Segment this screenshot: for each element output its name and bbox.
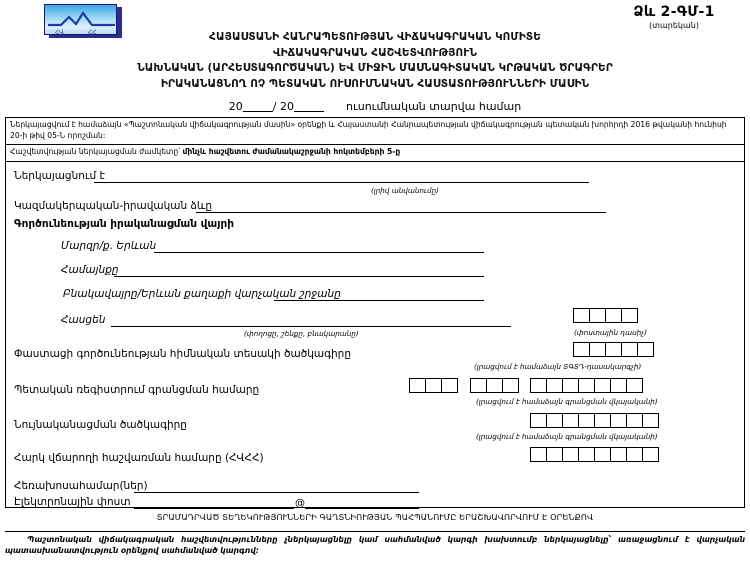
- year-suffix-label: ուսումնական տարվա համար: [345, 100, 522, 113]
- state-reg-cell[interactable]: [546, 378, 563, 393]
- state-reg-cell[interactable]: [502, 378, 519, 393]
- logo-label-right: ՀՀ: [88, 29, 97, 36]
- year-separator: / 20: [272, 100, 294, 113]
- community-label: Համայնքը: [61, 264, 119, 276]
- identification-code-cells[interactable]: [530, 413, 659, 428]
- settlement-label: Բնակավայրը/Երևան քաղաքի վարչական շրջանը: [63, 288, 341, 300]
- taxpayer-number-cell[interactable]: [530, 447, 547, 462]
- taxpayer-number-cell[interactable]: [546, 447, 563, 462]
- state-reg-cell[interactable]: [578, 378, 595, 393]
- form-body: [5, 161, 745, 508]
- email-user-input[interactable]: [134, 508, 294, 509]
- settlement-input[interactable]: [274, 300, 484, 301]
- state-reg-cell[interactable]: [530, 378, 547, 393]
- state-reg-cell[interactable]: [425, 378, 442, 393]
- form-number: Ձև 2-ԳՄ-1: [633, 4, 715, 20]
- title-line-1: ՀԱՅԱՍՏԱՆԻ ՀԱՆՐԱՊԵՏՈՒԹՅԱՆ ՎԻՃԱԿԱԳՐԱԿԱՆ ԿՈՄԻՏԵ: [209, 31, 541, 43]
- notice-legal-basis: Ներկայացվում է համաձայն «Պաշտոնական վիճակագրության մասին» օրենքի և Հայաստանի Հանրապետության վիճակագրության պետական խորհրդի 2016 թվականի հունիսի 20-ի թիվ 05-Ն որոշման:: [10, 120, 727, 140]
- page-title: [0, 30, 750, 92]
- state-reg-cell[interactable]: [562, 378, 579, 393]
- taxpayer-number-cell[interactable]: [642, 447, 659, 462]
- identification-code-cell[interactable]: [546, 413, 563, 428]
- activity-code-cell[interactable]: [637, 342, 654, 357]
- state-reg-number-hint: (լրացվում է համաձայն գրանցման վկայականի): [476, 397, 658, 406]
- taxpayer-number-label: Հարկ վճարողի հաշվառման համարը (ՀՎՀՀ): [14, 452, 264, 464]
- confidentiality-warning: ՏՐԱՄԱԴՐՎԱԾ ՏԵՂԵԿՈՒԹՅՈՒՆՆԵՐԻ ԳԱՂՏՆԻՈՒԹՅԱՆ ՊԱՀՊԱՆՈՒՄԸ ԵՐԱՇԽԱՎՈՐՎՈՒՄ Է ՕՐԵՆՔՈՎ: [156, 512, 594, 522]
- penalty-note: [5, 531, 745, 556]
- form-periodicity: (տարեկան): [649, 21, 699, 30]
- email-label: Էլեկտրոնային փոստ: [14, 496, 131, 508]
- taxpayer-number-cell[interactable]: [626, 447, 643, 462]
- form-header: [0, 0, 750, 113]
- form-number-block: [604, 4, 744, 30]
- year-prefix: 20: [228, 100, 243, 113]
- state-reg-number-group-1[interactable]: [409, 378, 458, 393]
- identification-code-cell[interactable]: [610, 413, 627, 428]
- region-label: Մարզր/ք. Երևան: [61, 240, 157, 252]
- activity-code-cell[interactable]: [573, 342, 590, 357]
- penalty-note-text: Պաշտոնական վիճակագրական հաշվետվությունները չներկայացնելը կամ սահմանված կարգի խախտումբ ներկայացնելը՝ առաջացնում է վարչական պատասխանատվություն օրենքով սահմանված կարգով:: [5, 535, 745, 555]
- main-activity-code-label: Փաստացի գործունեության հիմնական տեսակի ծածկագիրը: [14, 348, 351, 360]
- phone-input[interactable]: [134, 492, 419, 493]
- activity-code-cell[interactable]: [621, 342, 638, 357]
- notice-box: [5, 117, 745, 162]
- identification-code-cell[interactable]: [562, 413, 579, 428]
- state-reg-cell[interactable]: [486, 378, 503, 393]
- activity-code-cell[interactable]: [605, 342, 622, 357]
- identification-code-cell[interactable]: [626, 413, 643, 428]
- taxpayer-number-cell[interactable]: [578, 447, 595, 462]
- email-at-symbol: @: [295, 498, 305, 509]
- notice-deadline-prefix: Հաշվետվության ներկայացման ժամկետը՝: [10, 147, 183, 156]
- notice-deadline: [6, 145, 744, 161]
- year-end-input[interactable]: [294, 100, 324, 112]
- taxpayer-number-cell[interactable]: [594, 447, 611, 462]
- submitted-by-hint: (լրիվ անվանումը): [371, 186, 439, 195]
- main-activity-code-hint: (լրացվում է համաձայն ՏԳՏԴ-դասակարգչի): [474, 362, 642, 371]
- postal-code-cells[interactable]: [573, 308, 638, 323]
- taxpayer-number-cell[interactable]: [562, 447, 579, 462]
- email-domain-input[interactable]: [305, 508, 419, 509]
- state-reg-cell[interactable]: [441, 378, 458, 393]
- main-activity-code-cells[interactable]: [573, 342, 654, 357]
- identification-code-cell[interactable]: [594, 413, 611, 428]
- submitted-by-label: Ներկայացնում է: [14, 170, 105, 182]
- notice-deadline-value: մինչև հաշվետու ժամանակաշրջանի հոկտեմբերի 5-ը: [182, 147, 401, 156]
- state-reg-cell[interactable]: [626, 378, 643, 393]
- identification-code-cell[interactable]: [642, 413, 659, 428]
- identification-code-cell[interactable]: [530, 413, 547, 428]
- address-label: Հասցեն: [61, 314, 106, 326]
- postal-code-cell[interactable]: [589, 308, 606, 323]
- year-start-input[interactable]: [243, 100, 273, 112]
- identification-code-label: Նույնականացման ծածկագիրը: [14, 419, 187, 431]
- community-input[interactable]: [114, 276, 484, 277]
- activity-location-heading: Գործունեության իրականացման վայրի: [14, 218, 234, 230]
- postal-code-hint: (փոստային դասիչ): [574, 328, 647, 337]
- state-reg-cell[interactable]: [610, 378, 627, 393]
- identification-code-cell[interactable]: [578, 413, 595, 428]
- postal-code-cell[interactable]: [605, 308, 622, 323]
- title-line-2: ՎԻՃԱԿԱԳՐԱԿԱՆ ՀԱՇՎԵՏՎՈՒԹՅՈՒՆ: [273, 46, 477, 59]
- postal-code-cell[interactable]: [621, 308, 638, 323]
- state-reg-cell[interactable]: [409, 378, 426, 393]
- address-input[interactable]: [111, 326, 511, 327]
- phone-label: Հեռախոսահամար(ներ): [14, 480, 148, 492]
- state-reg-cell[interactable]: [594, 378, 611, 393]
- taxpayer-number-cell[interactable]: [610, 447, 627, 462]
- postal-code-cell[interactable]: [573, 308, 590, 323]
- title-line-3: ՆԱԽՆԱԿԱՆ (ԱՐՀԵՍՏԱԳՈՐԾԱԿԱՆ) ԵՎ ՄԻՋԻՆ ՄԱՍՆԱԳԻՏԱԿԱՆ ԿՐԹԱԿԱՆ ԾՐԱԳՐԵՐ: [137, 62, 613, 74]
- legal-form-label: Կազմակերպական-իրավական ձևը: [14, 200, 213, 212]
- activity-code-cell[interactable]: [589, 342, 606, 357]
- submitted-by-input[interactable]: [94, 182, 589, 183]
- academic-year-line: [0, 100, 750, 113]
- state-reg-number-label: Պետական ռեգիստրում գրանցման համարը: [14, 384, 260, 396]
- region-input[interactable]: [154, 252, 484, 253]
- legal-form-input[interactable]: [196, 212, 606, 213]
- state-reg-number-group-3[interactable]: [530, 378, 643, 393]
- logo-label-left: ՀՎ: [55, 29, 64, 36]
- state-reg-cell[interactable]: [470, 378, 487, 393]
- taxpayer-number-cells[interactable]: [530, 447, 659, 462]
- address-hint: (փողոցը, շենքը, բնակարանը): [244, 329, 359, 338]
- state-reg-number-group-2[interactable]: [470, 378, 519, 393]
- title-line-4: ԻՐԱԿԱՆԱՑՆՈՂ ՈՉ ՊԵՏԱԿԱՆ ՈՒՍՈՒՄՆԱԿԱՆ ՀԱՍՏԱՏՈՒԹՅՈՒՆՆԵՐԻ ՄԱՍԻՆ: [160, 77, 590, 90]
- identification-code-hint: (լրացվում է համաձայն գրանցման վկայականի): [476, 432, 658, 441]
